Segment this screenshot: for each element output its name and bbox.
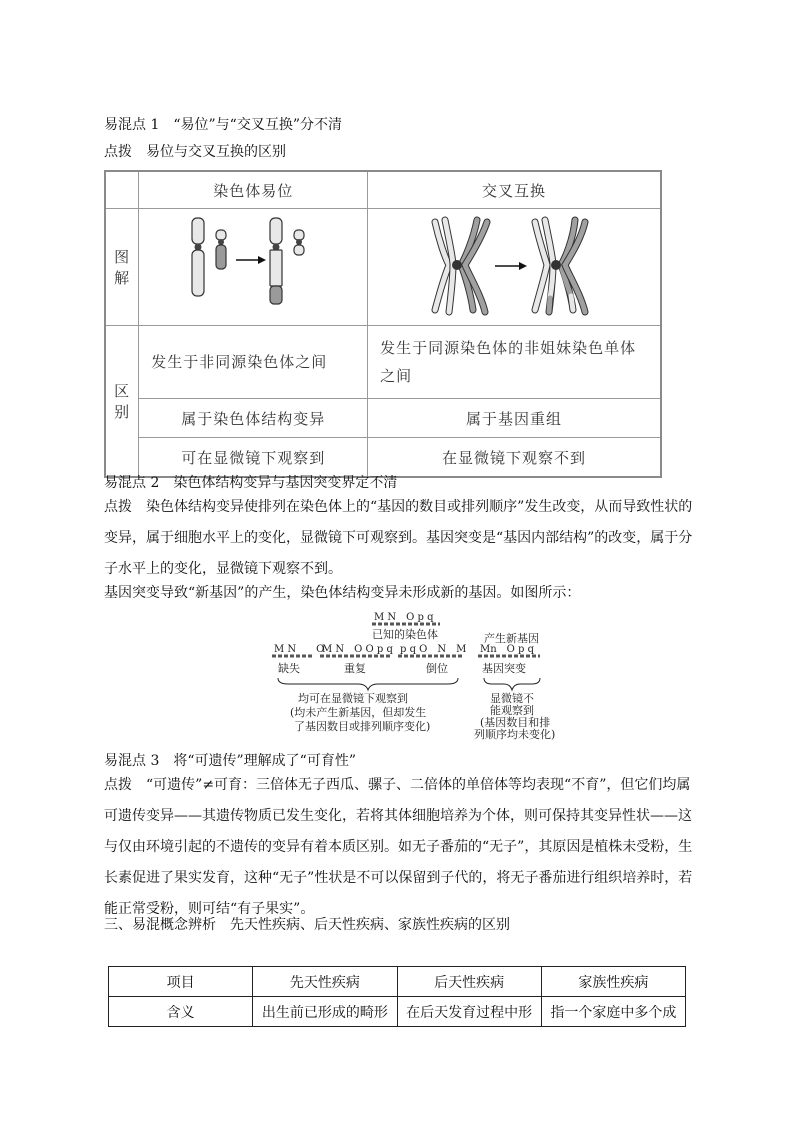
section-heading-3: 易混点 3 将“可遗传”理解成了“可育性” bbox=[104, 753, 356, 769]
new-gene-label: 产生新基因 bbox=[484, 632, 539, 645]
right-note-line-2: 能观察到 bbox=[490, 704, 534, 717]
table-header-row bbox=[109, 967, 686, 997]
table-header-cell: 家族性疾病 bbox=[541, 967, 685, 997]
section-heading-1: 易混点 1 “易位”与“交叉互换”分不清 bbox=[104, 117, 342, 133]
crossover-chromosome-illustration bbox=[369, 210, 651, 320]
row-label-difference: 区别 bbox=[105, 326, 139, 478]
section-heading-2: 易混点 2 染色体结构变异与基因突变界定不清 bbox=[104, 475, 398, 491]
table-header-cell: 项目 bbox=[109, 967, 253, 997]
left-note-line-1: 均可在显微镜下观察到 bbox=[298, 692, 408, 705]
table-cell: 发生于同源染色体的非姐妹染色单体之间 bbox=[368, 326, 661, 399]
table-row-difference-1 bbox=[105, 326, 661, 399]
translocation-diagram bbox=[139, 209, 368, 326]
paragraph-heritable-vs-fertile: 点拨 “可遗传”≠可育：三倍体无子西瓜、骡子、二倍体的单倍体等均表现“不育”，但它们均属可遗传变异——其遗传物质已发生变化，若将其体细胞培养为个体，则可保持其变异性状——这与仅由环境引起的不遗传的变异有着本质区别。如无子番茄的“无子”，其原因是植株未受粉，生长素促进了果实发育，这种“无子”性状是不可以保留到子代的，将无子番茄进行组织培养时，若能正常受粉，则可结“有子果实”。 bbox=[104, 777, 693, 917]
inversion-genes: p q O N M bbox=[400, 644, 467, 655]
right-note-line-3: (基因数目和排 bbox=[480, 716, 551, 729]
table-header-cell: 先天性疾病 bbox=[253, 967, 397, 997]
table-row-diagram bbox=[105, 209, 661, 326]
crossover-diagram bbox=[368, 209, 661, 326]
gene-variation-diagram bbox=[268, 608, 558, 740]
deletion-label: 缺失 bbox=[278, 662, 300, 675]
paragraph-structural-variation: 点拨 染色体结构变异使排列在染色体上的“基因的数目或排列顺序”发生改变，从而导致性状的变异，属于细胞水平上的变化，显微镜下可观察到。基因突变是“基因内部结构”的改变，属于分子水平上的变化，显微镜下观察不到。 bbox=[104, 499, 693, 577]
table-cell: 指一个家庭中多个成 bbox=[541, 997, 685, 1027]
paragraph-new-gene: 基因突变导致“新基因”的产生，染色体结构变异未形成新的基因。如图所示： bbox=[104, 585, 581, 601]
mutation-label: 基因突变 bbox=[482, 662, 526, 675]
tip-heading-1: 点拨 易位与交叉互换的区别 bbox=[104, 144, 286, 160]
translocation-chromosome-illustration bbox=[140, 210, 358, 320]
table-cell: 含义 bbox=[109, 997, 253, 1027]
table-cell: 可在显微镜下观察到 bbox=[139, 438, 368, 478]
right-note-line-4: 列顺序均未变化) bbox=[474, 728, 556, 740]
table-row-difference-2 bbox=[105, 399, 661, 438]
table-cell bbox=[105, 171, 139, 209]
table-cell: 发生于非同源染色体之间 bbox=[139, 326, 368, 399]
deletion-genes: M N O bbox=[274, 644, 325, 655]
left-note-line-3: 了基因数目或排列顺序变化) bbox=[294, 720, 431, 733]
translocation-vs-crossover-table bbox=[104, 170, 662, 478]
mutation-genes: Mn O p q bbox=[480, 644, 535, 655]
table-cell: 出生前已形成的畸形 bbox=[253, 997, 397, 1027]
disease-comparison-table bbox=[108, 966, 686, 1027]
row-label-diagram: 图解 bbox=[105, 209, 139, 326]
duplication-label: 重复 bbox=[344, 662, 366, 675]
table-header-cell: 后天性疾病 bbox=[397, 967, 541, 997]
known-chromosome-label: 已知的染色体 bbox=[372, 628, 438, 641]
table-cell: 属于染色体结构变异 bbox=[139, 399, 368, 438]
section-heading-4: 三、易混概念辨析 先天性疾病、后天性疾病、家族性疾病的区别 bbox=[104, 917, 510, 933]
table-header-crossover: 交叉互换 bbox=[368, 171, 661, 209]
table-cell: 在显微镜下观察不到 bbox=[368, 438, 661, 478]
top-gene-sequence: M N O p q bbox=[374, 612, 434, 623]
table-header-translocation: 染色体易位 bbox=[139, 171, 368, 209]
table-row-difference-3 bbox=[105, 438, 661, 478]
table-header-row bbox=[105, 171, 661, 209]
table-cell: 属于基因重组 bbox=[368, 399, 661, 438]
duplication-genes: M N O O p q bbox=[322, 644, 393, 655]
table-cell: 在后天发育过程中形 bbox=[397, 997, 541, 1027]
table-row bbox=[109, 997, 686, 1027]
left-note-line-2: (均未产生新基因，但却发生 bbox=[290, 706, 427, 719]
right-note-line-1: 显微镜不 bbox=[490, 692, 534, 705]
inversion-label: 倒位 bbox=[426, 662, 448, 675]
